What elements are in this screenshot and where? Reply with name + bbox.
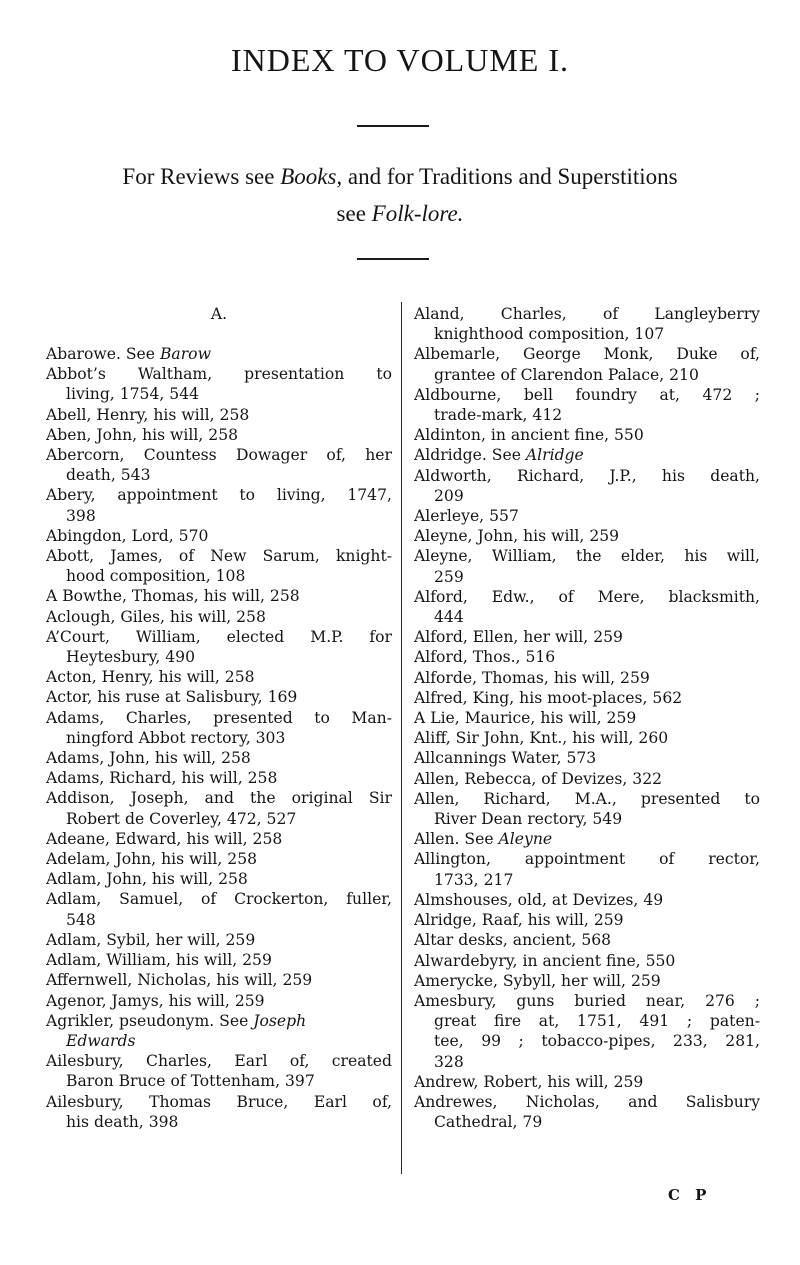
index-entry-line: Alfred, King, his moot-places, 562: [414, 688, 683, 707]
index-entry-line: Aldbourne, bell foundry at, 472 ;: [414, 385, 760, 404]
index-entry-reference: Alridge: [525, 446, 584, 465]
index-column-left: [46, 304, 392, 1132]
index-entry: [414, 971, 760, 991]
index-entry: [414, 849, 760, 889]
index-entry-line: living, 1754, 544: [66, 385, 200, 404]
index-entry: [414, 344, 760, 384]
index-entry-line: Cathedral, 79: [434, 1113, 543, 1132]
index-entry-reference: Joseph: [253, 1011, 307, 1030]
index-entry: [46, 930, 392, 950]
index-entry: [414, 748, 760, 768]
index-entry: [46, 364, 392, 404]
index-entry: [414, 526, 760, 546]
index-entry: [46, 627, 392, 667]
page-title: INDEX TO VOLUME I.: [231, 42, 569, 78]
index-entry-line: Aleyne, John, his will, 259: [414, 527, 620, 546]
index-entry-line: Adams, John, his will, 258: [46, 749, 251, 768]
index-entry-line: Alford, Edw., of Mere, blacksmith,: [414, 587, 760, 606]
index-entry: [414, 951, 760, 971]
index-entry: [46, 889, 392, 929]
index-entry-line: 548: [66, 910, 96, 929]
index-entry-line: Adlam, Samuel, of Crockerton, fuller,: [46, 890, 392, 909]
index-entry-line: 398: [66, 506, 96, 525]
index-entry: [414, 728, 760, 748]
index-entry-line: [414, 445, 760, 465]
index-note-text: and for Traditions and Superstitions: [342, 164, 678, 189]
index-entry-line: 209: [434, 486, 464, 505]
index-entry: [414, 647, 760, 667]
index-entry: [414, 890, 760, 910]
section-letter: A.: [210, 305, 228, 323]
index-entry-line: Ailesbury, Charles, Earl of, created: [46, 1052, 392, 1071]
index-entry: [46, 1092, 392, 1132]
index-entry-line: Aleyne, William, the elder, his will,: [414, 547, 760, 566]
index-entry: [414, 668, 760, 688]
index-note-folklore: Folk-lore.: [371, 201, 464, 226]
index-entry: [46, 829, 392, 849]
index-entry: [46, 1011, 392, 1051]
index-entry-line: Ailesbury, Thomas Bruce, Earl of,: [46, 1092, 392, 1111]
index-entry: [46, 788, 392, 828]
index-entry-line: Adams, Charles, presented to Man-: [46, 708, 392, 727]
index-entry-line: [46, 1031, 392, 1051]
index-entry-line: death, 543: [66, 466, 151, 485]
index-entry: [46, 344, 392, 364]
index-entry-line: Altar desks, ancient, 568: [414, 931, 612, 950]
index-entry-line: Abott, James, of New Sarum, knight-: [46, 547, 392, 566]
index-entry: [414, 425, 760, 445]
index-column-right: [414, 304, 760, 1132]
index-entry: [414, 466, 760, 506]
index-entry: [414, 506, 760, 526]
index-entry: [46, 950, 392, 970]
index-entry-line: Robert de Coverley, 472, 527: [66, 809, 297, 828]
index-entry-line: Addison, Joseph, and the original Sir: [46, 789, 392, 808]
index-entry: [46, 445, 392, 485]
index-entry-line: A Lie, Maurice, his will, 259: [414, 709, 637, 728]
index-entry-text: Abarowe. See: [46, 345, 160, 363]
index-entry-line: Actor, his ruse at Salisbury, 169: [46, 688, 298, 707]
index-entry-reference: Edwards: [66, 1031, 136, 1050]
index-entry: [46, 970, 392, 990]
index-entry-line: Adeane, Edward, his will, 258: [46, 829, 283, 848]
index-entry-line: tee, 99 ; tobacco-pipes, 233, 281,: [434, 1032, 760, 1051]
index-note-books: Books,: [280, 164, 343, 189]
index-entry-line: 328: [434, 1052, 464, 1071]
index-entry-line: great fire at, 1751, 491 ; paten-: [434, 1012, 760, 1031]
index-entry-line: knighthood composition, 107: [434, 325, 665, 344]
index-entry: [46, 991, 392, 1011]
index-entry: [46, 768, 392, 788]
index-entry-line: 444: [434, 608, 464, 627]
index-entry-line: Allen, Rebecca, of Devizes, 322: [414, 769, 663, 788]
index-entry-line: A’Court, William, elected M.P. for: [46, 627, 392, 646]
index-entry-line: Alwardebyry, in ancient fine, 550: [414, 951, 676, 970]
index-entry: [414, 445, 760, 465]
index-entry-line: Adlam, Sybil, her will, 259: [46, 930, 256, 949]
index-entry-line: grantee of Clarendon Palace, 210: [434, 365, 699, 384]
index-entry-line: [414, 829, 760, 849]
index-entry: [414, 627, 760, 647]
index-entry-line: Alford, Ellen, her will, 259: [414, 628, 623, 647]
index-entry-line: [46, 1011, 392, 1031]
index-entry: [414, 910, 760, 930]
index-entry: [46, 485, 392, 525]
index-entry: [46, 546, 392, 586]
index-entry-line: Heytesbury, 490: [66, 648, 196, 667]
index-entry-reference: Barow: [159, 345, 211, 363]
index-entry-line: Abbot’s Waltham, presentation to: [46, 365, 392, 384]
index-entry: [414, 708, 760, 728]
index-entry-line: Allington, appointment of rector,: [414, 850, 760, 869]
index-entry-line: Alford, Thos., 516: [414, 648, 556, 667]
index-entry: [414, 385, 760, 425]
index-entry-line: hood composition, 108: [66, 567, 246, 586]
index-entry: [46, 708, 392, 748]
index-entry-line: Allen, Richard, M.A., presented to: [414, 789, 760, 808]
index-entry-text: Agrikler, pseudonym. See: [46, 1011, 254, 1030]
index-entry-line: Andrewes, Nicholas, and Salisbury: [414, 1092, 760, 1111]
index-entry-line: Aland, Charles, of Langleyberry: [414, 305, 760, 323]
index-entry: [414, 829, 760, 849]
index-entry-line: Alerleye, 557: [414, 507, 519, 526]
index-entry-line: Almshouses, old, at Devizes, 49: [414, 890, 664, 909]
index-entry: [414, 304, 760, 344]
index-entry-line: [46, 344, 392, 364]
index-entry: [46, 607, 392, 627]
index-entry-line: 259: [434, 567, 464, 586]
index-entry: [414, 1092, 760, 1132]
index-entry-reference: Aleyne: [498, 830, 553, 849]
index-note-text: For Reviews see: [122, 164, 281, 189]
index-entry-line: Abingdon, Lord, 570: [46, 526, 209, 545]
index-note-line-1: [0, 158, 800, 195]
index-entry-line: Abery, appointment to living, 1747,: [46, 486, 392, 505]
index-entry: [414, 688, 760, 708]
index-entry-line: Baron Bruce of Tottenham, 397: [66, 1072, 315, 1091]
index-entry: [46, 1051, 392, 1091]
index-entry-line: River Dean rectory, 549: [434, 810, 623, 829]
index-entry-line: Adlam, William, his will, 259: [46, 951, 272, 970]
index-entry-line: Agenor, Jamys, his will, 259: [46, 991, 265, 1010]
index-entry-line: Alforde, Thomas, his will, 259: [414, 668, 650, 687]
index-note: [0, 158, 800, 232]
index-entry-line: Aldinton, in ancient fine, 550: [414, 426, 644, 445]
index-entry-line: Amesbury, guns buried near, 276 ;: [414, 991, 760, 1010]
index-entry-line: Allcannings Water, 573: [414, 749, 597, 768]
index-entry: [46, 526, 392, 546]
index-note-text: see: [336, 201, 372, 226]
index-entry-line: his death, 398: [66, 1112, 179, 1131]
index-entry: [46, 748, 392, 768]
index-entry-line: Aldworth, Richard, J.P., his death,: [414, 466, 760, 485]
index-entry: [414, 546, 760, 586]
index-entry: [414, 769, 760, 789]
index-entry-line: Abell, Henry, his will, 258: [46, 405, 250, 424]
index-entry-line: Albemarle, George Monk, Duke of,: [414, 345, 760, 364]
index-entry-line: Acton, Henry, his will, 258: [46, 668, 255, 687]
index-entry-line: Alridge, Raaf, his will, 259: [414, 911, 624, 930]
index-entry: [414, 991, 760, 1072]
index-entry: [46, 425, 392, 445]
index-entry-line: Adams, Richard, his will, 258: [46, 769, 278, 788]
index-entry: [46, 849, 392, 869]
index-entry-line: A Bowthe, Thomas, his will, 258: [46, 587, 300, 606]
column-divider: [401, 302, 402, 1174]
index-entry-text: Aldridge. See: [414, 446, 526, 465]
index-entry-line: Aliff, Sir John, Knt., his will, 260: [414, 729, 669, 748]
index-entry-line: Abercorn, Countess Dowager of, her: [46, 446, 392, 465]
index-entry: [414, 1072, 760, 1092]
index-entry: [46, 687, 392, 707]
signature-mark: C P: [668, 1186, 712, 1204]
index-entry-line: trade-mark, 412: [434, 406, 563, 425]
index-entry: [46, 586, 392, 606]
index-entry-line: Andrew, Robert, his will, 259: [414, 1072, 644, 1091]
subtitle-divider: [357, 258, 429, 260]
index-entry-line: Affernwell, Nicholas, his will, 259: [46, 971, 313, 990]
index-entry: [46, 869, 392, 889]
index-entry-line: 1733, 217: [434, 870, 514, 889]
index-entry-line: Adelam, John, his will, 258: [46, 850, 258, 869]
index-entry-line: Adlam, John, his will, 258: [46, 870, 248, 889]
index-entry-text: Allen. See: [414, 830, 499, 849]
index-entry: [46, 667, 392, 687]
index-entry-line: Amerycke, Sybyll, her will, 259: [414, 971, 661, 990]
index-entry: [414, 587, 760, 627]
index-entry-line: Aben, John, his will, 258: [46, 425, 239, 444]
index-note-line-2: [0, 195, 800, 232]
index-entry-line: ningford Abbot rectory, 303: [66, 728, 286, 747]
index-entry: [414, 789, 760, 829]
title-divider: [357, 125, 429, 127]
index-entry-line: Aclough, Giles, his will, 258: [46, 607, 266, 626]
index-entry: [46, 405, 392, 425]
index-entry: [414, 930, 760, 950]
